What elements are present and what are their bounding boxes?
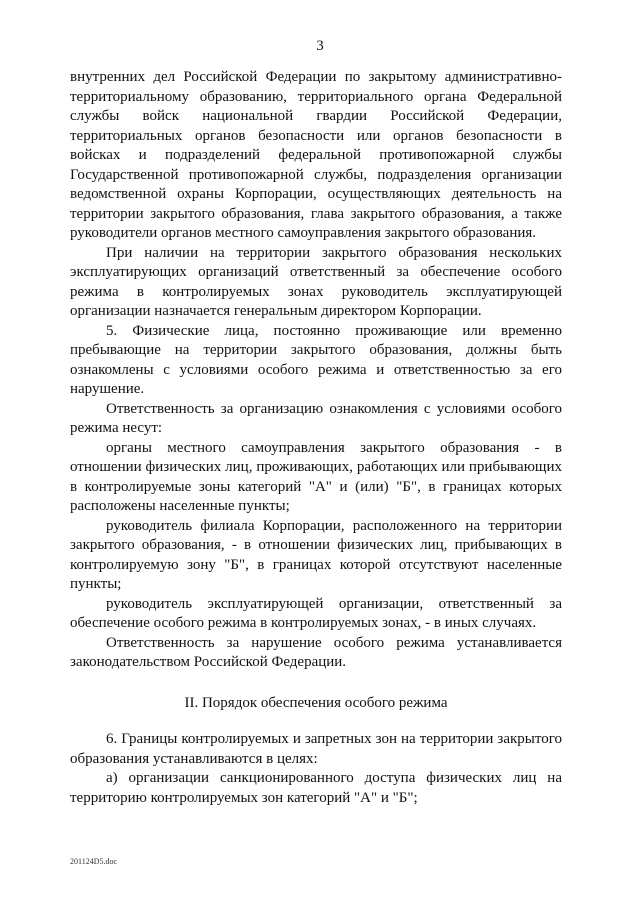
page-number: 3 — [316, 38, 324, 54]
footer-file-code: 201124D5.doc — [70, 857, 118, 866]
paragraph-item-6a: а) организации санкционированного доступа физических лиц на территорию контролируемых зон категорий "А" и "Б"; — [70, 770, 562, 806]
document-body — [70, 68, 562, 808]
paragraph-item-5: 5. Физические лица, постоянно проживающие или временно пребывающие на территории закрытого образования, должны быть ознакомлены с условиями особого режима и ответственностью за его нарушение. — [70, 322, 562, 397]
section-heading: II. Порядок обеспечения особого режима — [184, 694, 448, 711]
paragraph-responsible-person: При наличии на территории закрытого образования нескольких эксплуатирующих организаций ответственный за обеспечение особого режима в контролируемых зонах руководитель эксплуатирующей организации назначается генеральным директором Корпорации. — [70, 244, 562, 319]
paragraph-local-authorities: органы местного самоуправления закрытого образования - в отношении физических лиц, проживающих, работающих или прибывающих в контролируемые зоны категорий "А" и (или) "Б", в границах которых расположены населенные пункты; — [70, 439, 562, 514]
paragraph-responsibility-intro: Ответственность за организацию ознакомления с условиями особого режима несут: — [70, 400, 562, 436]
paragraph-branch-head: руководитель филиала Корпорации, расположенного на территории закрытого образования, - в отношении физических лиц, прибывающих в контролируемую зону "Б", в границах которой отсутствуют населенные пункты; — [70, 517, 562, 592]
paragraph-continuation: внутренних дел Российской Федерации по закрытому административно-территориальному образованию, территориального органа Федеральной службы войск национальной гвардии Российской Федерации, территориальных органов безопасности или органов безопасности в войсках и подразделений федеральной противопожарной службы Государственной противопожарной службы, подразделения организации ведомственной охраны Корпорации, осуществляющих деятельность на территории закрытого образования, глава закрытого образования, а также руководители органов местного самоуправления закрытого образования. — [70, 69, 562, 241]
paragraph-liability: Ответственность за нарушение особого режима устанавливается законодательством Российской Федерации. — [70, 634, 562, 670]
paragraph-item-6: 6. Границы контролируемых и запретных зон на территории закрытого образования устанавливаются в целях: — [70, 731, 562, 767]
paragraph-operator-head: руководитель эксплуатирующей организации, ответственный за обеспечение особого режима в контролируемых зонах, - в иных случаях. — [70, 595, 562, 631]
